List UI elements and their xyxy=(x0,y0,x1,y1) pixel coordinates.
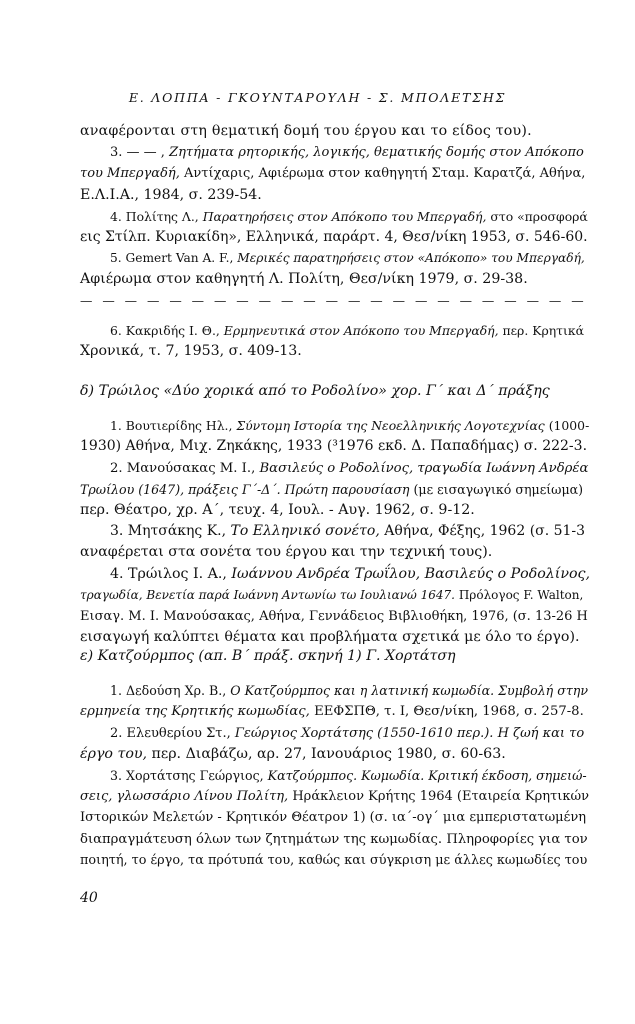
section-e-heading: ε) Κατζούρμπος (απ. Β΄ πράξ. σκηνή 1) Γ. Χορτάτση xyxy=(80,648,456,664)
section-e-entry-2-line-2: έργο του, περ. Διαβάζω, αρ. 27, Ιανουάριος 1980, σ. 60-63. xyxy=(80,745,506,762)
section-d-entry-4-line-4: εισαγωγή καλύπτει θέματα και προβλήματα σχετικά με όλο το έργο). xyxy=(80,629,580,646)
section-d-entry-3-line-2: αναφέρεται στα σονέτα του έργου και την τεχνική τους). xyxy=(80,544,493,561)
entry-3-line-1: 3. — — , Ζητήματα ρητορικής, λογικής, θεματικής δομής στον Απόκοπο xyxy=(110,145,584,161)
section-e xyxy=(80,646,590,871)
references-block-a xyxy=(80,121,590,291)
entry-5-line-2: Αφιέρωμα στον καθηγητή Λ. Πολίτη, Θεσ/νίκη 1979, σ. 29-38. xyxy=(80,271,528,288)
section-e-entry-1-line-2: ερμηνεία της Κρητικής κωμωδίας, ΕΕΦΣΠΘ, τ. Ι, Θεσ/νίκη, 1968, σ. 257-8. xyxy=(80,704,584,720)
section-e-entry-2-line-1: 2. Ελευθερίου Στ., Γεώργιος Χορτάτσης (1550-1610 περ.). Η ζωή και το xyxy=(110,725,585,741)
section-e-entry-3-line-5: ποιητή, το έργο, τα πρότυπά του, καθώς και σύγκριση με άλλες κωμωδίες του xyxy=(80,852,588,868)
section-e-entry-3-line-4: διαπραγμάτευση όλων των ζητημάτων της κωμωδίας. Πληροφορίες για τον xyxy=(80,831,588,847)
entry-6-line-2: Χρονικά, τ. 7, 1953, σ. 409-13. xyxy=(80,343,302,360)
section-d-entry-1-line-1: 1. Βουτιερίδης Ηλ., Σύντομη Ιστορία της Νεοελληνικής Λογοτεχνίας (1000- xyxy=(110,418,590,434)
section-e-entry-3-line-1: 3. Χορτάτσης Γεώργιος, Κατζούρμπος. Κωμωδία. Κριτική έκδοση, σημειώ- xyxy=(110,768,587,784)
section-d-entry-4-line-2: τραγωδία, Βενετία παρά Ιωάννη Αντωνίω τω Ιουλιανώ 1647. Πρόλογος F. Walton, xyxy=(80,587,584,602)
section-d-entry-2-line-3: περ. Θέατρο, χρ. Α΄, τευχ. 4, Ιουλ. - Αυγ. 1962, σ. 9-12. xyxy=(80,502,475,519)
entry-4-line-1: 4. Πολίτης Λ., Παρατηρήσεις στον Απόκοπο του Μπεργαδή, στο «προσφορά xyxy=(110,208,588,224)
continuation-line: αναφέρονται στη θεματική δομή του έργου και το είδος του). xyxy=(80,123,532,139)
entry-6-line-1: 6. Κακριδής Ι. Θ., Ερμηνευτικά στον Απόκοπο του Μπεργαδή, περ. Κρητικά xyxy=(110,323,584,338)
page-number: 40 xyxy=(80,890,98,906)
entry-4-line-2: εις Στίλπ. Κυριακίδη», Ελληνικά, παράρτ. 4, Θεσ/νίκη 1953, σ. 546-60. xyxy=(80,229,588,246)
entry-5-line-1: 5. Gemert Van A. F., Μερικές παρατηρήσεις στον «Απόκοπο» του Μπεργαδή, xyxy=(110,251,585,266)
section-d-entry-4-line-1: 4. Τρώιλος Ι. Α., Ιωάννου Ανδρέα Τρωΐλου, Βασιλεύς ο Ροδολίνος, xyxy=(110,565,590,582)
section-d-entry-1-line-2: 1930) Αθήνα, Μιχ. Ζηκάκης, 1933 (³1976 εκδ. Δ. Παπαδήμας) σ. 222-3. xyxy=(80,438,588,455)
section-d-entry-2-line-2: Τρωίλου (1647), πράξεις Γ΄-Δ΄. Πρώτη παρουσίαση (με εισαγωγικό σημείωμα) xyxy=(80,481,584,497)
section-d-entry-2-line-1: 2. Μανούσακας Μ. Ι., Βασιλεύς ο Ροδολίνος, τραγωδία Ιωάννη Ανδρέα xyxy=(110,460,589,476)
section-e-entry-3-line-2: σεις, γλωσσάριο Λίνου Πολίτη, Ηράκλειον Κρήτης 1964 (Εταιρεία Κρητικών xyxy=(80,789,589,805)
entry-3-line-3: Ε.Λ.Ι.Α., 1984, σ. 239-54. xyxy=(80,186,262,203)
running-head: Ε. ΛΟΠΠΑ - ΓΚΟΥΝΤΑΡΟΥΛΗ - Σ. ΜΠΟΛΕΤΣΗΣ xyxy=(128,90,507,105)
section-e-entry-1-line-1: 1. Δεδούση Χρ. Β., Ο Κατζούρμπος και η λατινική κωμωδία. Συμβολή στην xyxy=(110,683,589,699)
entry-3-line-2: του Μπεργαδή, Αντίχαρις, Αφιέρωμα στον καθηγητή Σταμ. Καρατζά, Αθήνα, xyxy=(80,166,586,182)
section-d-entry-4-line-3: Εισαγ. Μ. Ι. Μανούσακας, Αθήνα, Γεννάδειος Βιβλιοθήκη, 1976, (σ. 13-26 Η xyxy=(80,609,588,625)
section-d-entry-3-line-1: 3. Μητσάκης Κ., Το Ελληνικό σονέτο, Αθήνα, Φέξης, 1962 (σ. 51-3 xyxy=(110,523,586,540)
dash-separator: — — — — — — — — — — — — — — — — — — — — — — — xyxy=(80,293,587,308)
section-d xyxy=(80,381,590,648)
section-d-heading: δ) Τρώιλος «Δύο χορικά από το Ροδολίνο» χορ. Γ΄ και Δ΄ πράξης xyxy=(80,383,550,399)
entry-6-block xyxy=(80,320,590,362)
section-e-entry-3-line-3: Ιστορικών Μελετών - Κρητικόν Θέατρον 1) (σ. ια΄-ογ΄ μια εμπεριστατωμένη xyxy=(80,810,587,826)
